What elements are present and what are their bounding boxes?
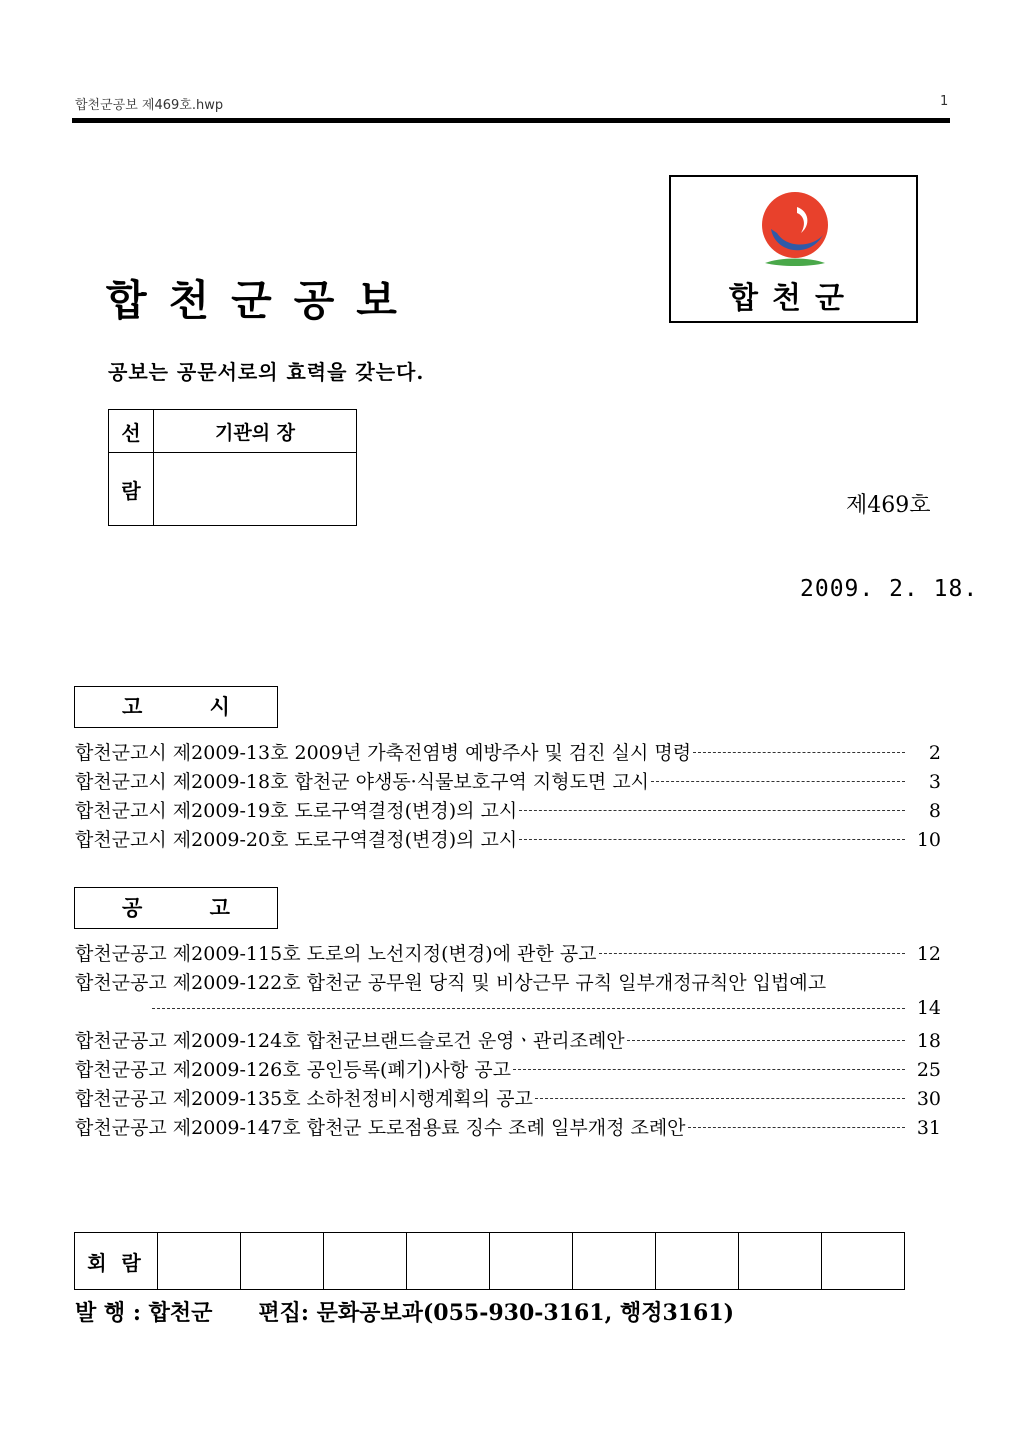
toc-item-text: 합천군고시 제2009-19호 도로구역결정(변경)의 고시 — [75, 800, 518, 822]
footer-editor: 편집: 문화공보과(055-930-3161, 행정3161) — [258, 1300, 735, 1326]
toc-leader — [627, 1039, 905, 1041]
county-emblem-icon — [757, 189, 833, 275]
county-logo — [669, 175, 918, 323]
toc-item-page: 31 — [916, 1117, 941, 1139]
circulation-cell — [656, 1233, 739, 1290]
issue-number: 제469호 — [846, 493, 931, 518]
circulation-table — [74, 1232, 905, 1290]
toc-item-page: 30 — [916, 1088, 941, 1110]
toc-leader — [688, 1126, 905, 1128]
toc-item-text: 합천군공고 제2009-122호 합천군 공무원 당직 및 비상근무 규칙 일부개정규칙안 입법예고 — [75, 972, 827, 994]
toc-item-text: 합천군고시 제2009-20호 도로구역결정(변경)의 고시 — [75, 829, 518, 851]
toc-item — [75, 1113, 941, 1140]
toc-item — [75, 1084, 941, 1111]
toc-leader — [152, 1007, 905, 1009]
toc-item-page: 8 — [928, 800, 941, 822]
page-subtitle: 공보는 공문서로의 효력을 갖는다. — [108, 360, 425, 384]
toc-leader — [513, 1068, 905, 1070]
circulation-cell — [573, 1233, 656, 1290]
issue-date: 2009. 2. 18. — [800, 576, 979, 602]
footer — [75, 1296, 734, 1327]
approval-head: 기관의 장 — [154, 410, 357, 453]
circulation-cell — [822, 1233, 905, 1290]
circulation-cell — [241, 1233, 324, 1290]
approval-side-top: 선 — [109, 410, 154, 453]
toc-item-text: 합천군공고 제2009-124호 합천군브랜드슬로건 운영ㆍ관리조례안 — [75, 1030, 625, 1052]
header-page-number: 1 — [940, 94, 949, 109]
notices-heading: 고 시 — [74, 686, 278, 728]
toc-item — [75, 1055, 941, 1082]
toc-leader — [519, 838, 905, 840]
circulation-cell — [739, 1233, 822, 1290]
toc-item — [75, 1026, 941, 1053]
toc-item-text: 합천군공고 제2009-135호 소하천정비시행계획의 공고 — [75, 1088, 533, 1110]
toc-item-page: 12 — [916, 943, 941, 965]
approval-side-bottom: 람 — [109, 453, 154, 526]
logo-text: 합천군 — [729, 281, 858, 316]
circulation-cell — [158, 1233, 241, 1290]
toc-item — [75, 738, 941, 765]
toc-leader — [693, 751, 905, 753]
toc-item — [75, 939, 941, 966]
toc-item-page: 14 — [916, 997, 941, 1019]
toc-leader — [535, 1097, 905, 1099]
toc-item-text: 합천군공고 제2009-147호 합천군 도로점용료 징수 조례 일부개정 조례안 — [75, 1117, 686, 1139]
toc-item-continuation — [150, 997, 941, 1019]
header-file-name: 합천군공보 제469호.hwp — [75, 98, 224, 113]
toc-item — [75, 796, 941, 823]
circulation-label: 회 람 — [75, 1233, 158, 1290]
toc-leader — [519, 809, 905, 811]
circulation-cell — [324, 1233, 407, 1290]
toc-item-page: 18 — [916, 1030, 941, 1052]
toc-item-text: 합천군공고 제2009-126호 공인등록(폐기)사항 공고 — [75, 1059, 512, 1081]
toc-item — [75, 968, 941, 995]
circulation-cell — [407, 1233, 490, 1290]
toc-item-text: 합천군공고 제2009-115호 도로의 노선지정(변경)에 관한 공고 — [75, 943, 597, 965]
header-rule — [72, 118, 950, 123]
approval-table — [108, 409, 357, 526]
announcements-heading: 공 고 — [74, 887, 278, 929]
toc-item — [75, 767, 941, 794]
toc-item-page: 25 — [916, 1059, 941, 1081]
toc-item-page: 3 — [928, 771, 941, 793]
toc-item-page: 2 — [928, 742, 941, 764]
toc-item — [75, 825, 941, 852]
approval-signature-cell — [154, 453, 357, 526]
page-title: 합천군공보 — [106, 276, 419, 325]
toc-item-text: 합천군고시 제2009-13호 2009년 가축전염병 예방주사 및 검진 실시 명령 — [75, 742, 692, 764]
footer-publisher: 발 행 : 합천군 — [75, 1300, 213, 1326]
toc-item-text: 합천군고시 제2009-18호 합천군 야생동·식물보호구역 지형도면 고시 — [75, 771, 650, 793]
circulation-cell — [490, 1233, 573, 1290]
toc-leader — [651, 780, 905, 782]
toc-item-page: 10 — [916, 829, 941, 851]
toc-leader — [599, 952, 906, 954]
